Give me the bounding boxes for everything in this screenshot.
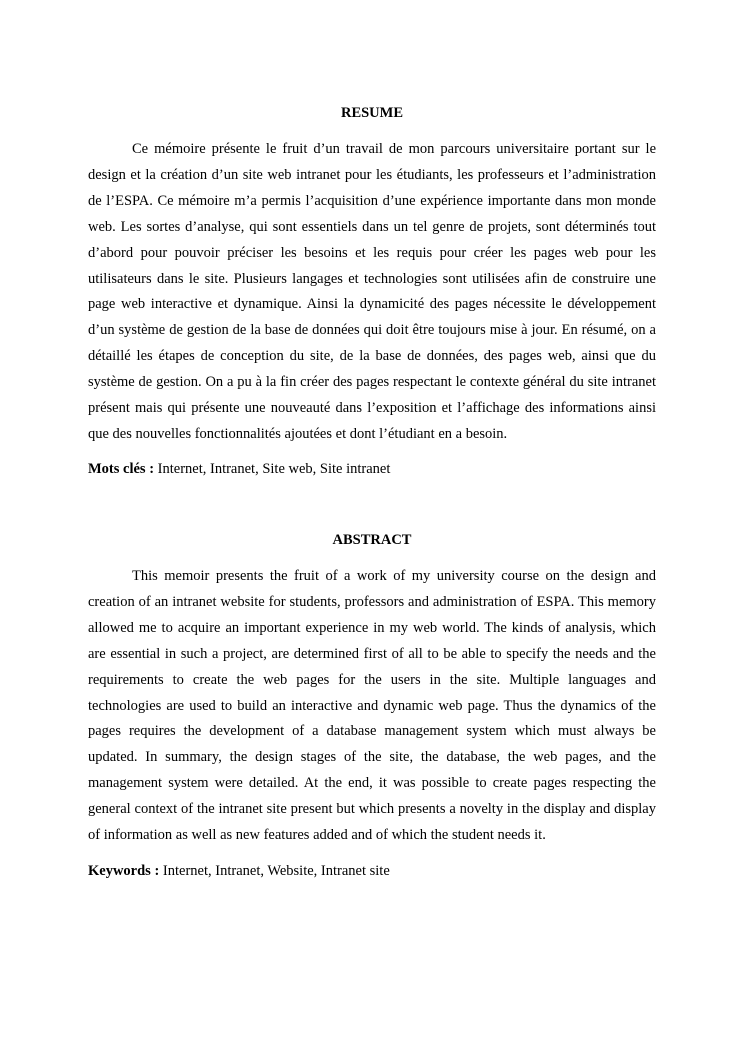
abstract-keywords: [88, 861, 656, 881]
resume-keywords: [88, 459, 656, 479]
resume-heading: RESUME: [340, 105, 404, 121]
abstract-keywords-list: Internet, Intranet, Website, Intranet site: [162, 863, 390, 879]
resume-paragraph: Ce mémoire présente le fruit d’un travail de mon parcours universitaire portant sur le design et la création d’un site web intranet pour les étudiants, les professeurs et l’administration de l’ESPA. Ce mémoire m’a permis l’acquisition d’une expérience importante dans mon monde web. Les sortes d’analyse, qui sont essentiels dans un tel genre de projets, sont déterminés tout d’abord pour pouvoir préciser les besoins et les requis pour créer les pages web pour les utilisateurs dans le site. Plusieurs langages et technologies sont utilisées afin de construire une page web interactive et dynamique. Ainsi la dynamicité des pages nécessite le développement d’un système de gestion de la base de données qui doit être toujours mise à jour. En résumé, on a détaillé les étapes de conception du site, de la base de données, des pages web, ainsi que du système de gestion. On a pu à la fin créer des pages respectant le contexte général du site intranet présent mais qui présente une nouveauté dans l’exposition et l’affichage des informations ainsi que des nouvelles fonctionnalités ajoutées et dont l’étudiant en a besoin.: [88, 141, 656, 442]
abstract-paragraph: This memoir presents the fruit of a work of my university course on the design and creation of an intranet website for students, professors and administration of ESPA. This memory allowed me to acquire an important experience in my web world. The kinds of analysis, which are essential in such a project, are determined first of all to be able to specify the needs and the requirements to create the web pages for the users in the site. Multiple languages and technologies are used to build an interactive and dynamic web page. Thus the dynamics of the pages requires the development of a database management system which must always be updated. In summary, the design stages of the site, the database, the web pages, and the management system were detailed. At the end, it was possible to create pages respecting the general context of the intranet site present but which presents a novelty in the display and display of information as well as new features added and of which the student needs it.: [88, 568, 656, 844]
resume-keywords-list: Internet, Intranet, Site web, Site intranet: [157, 461, 391, 477]
resume-keywords-label: Mots clés :: [88, 461, 155, 477]
abstract-heading: ABSTRACT: [332, 532, 412, 548]
abstract-keywords-label: Keywords :: [88, 863, 160, 879]
